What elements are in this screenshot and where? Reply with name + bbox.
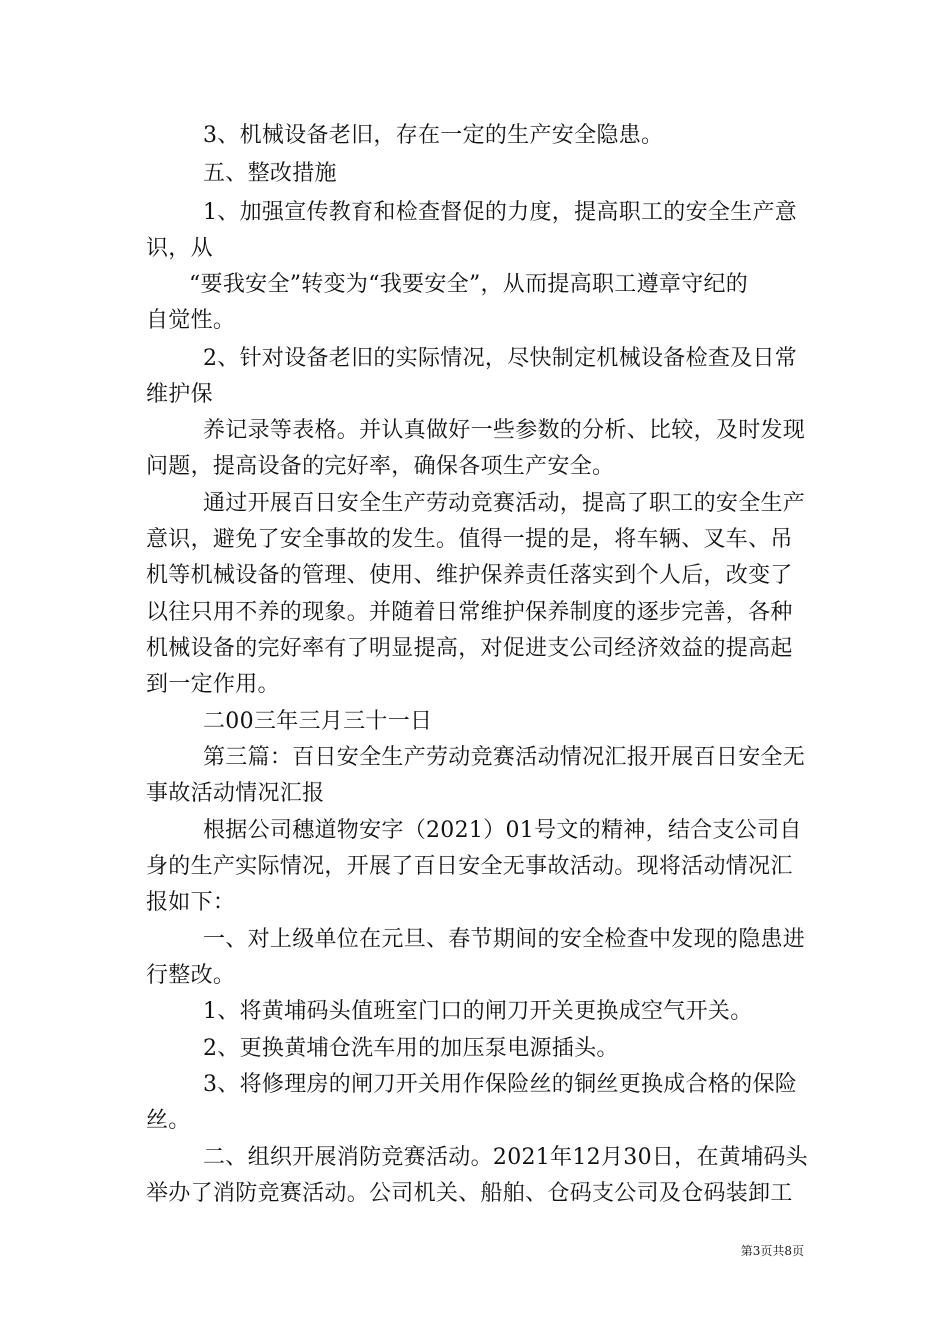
text-line: 二、组织开展消防竞赛活动。2021年12月30日，在黄埔码头	[203, 1145, 808, 1170]
text-line: 识，从	[146, 236, 213, 261]
text-line: 2、更换黄埔仓洗车用的加压泵电源插头。	[203, 1036, 619, 1061]
text-line: 身的生产实际情况，开展了百日安全无事故活动。现将活动情况汇	[146, 854, 793, 879]
text-line: 行整改。	[146, 963, 236, 988]
text-line: 举办了消防竞赛活动。公司机关、船舶、仓码支公司及仓码装卸工	[146, 1181, 793, 1206]
text-line: 通过开展百日安全生产劳动竞赛活动，提高了职工的安全生产	[203, 491, 806, 516]
text-line: 根据公司穗道物安字（2021）01号文的精神，结合支公司自	[203, 818, 802, 843]
section-heading: 五、整改措施	[203, 161, 337, 186]
text-line: 到一定作用。	[146, 672, 280, 697]
section-heading: 事故活动情况汇报	[146, 781, 325, 806]
text-line: 3、将修理房的闸刀开关用作保险丝的铜丝更换成合格的保险	[203, 1072, 798, 1097]
text-line: 养记录等表格。并认真做好一些参数的分析、比较，及时发现	[203, 418, 806, 443]
date-line: 二00三年三月三十一日	[203, 709, 433, 734]
text-line: 意识，避免了安全事故的发生。值得一提的是，将车辆、叉车、吊	[146, 527, 793, 552]
page-number: 第3页共8页	[740, 1244, 804, 1258]
text-line: 3、机械设备老旧，存在一定的生产安全隐患。	[203, 123, 664, 148]
text-line: 1、加强宣传教育和检查督促的力度，提高职工的安全生产意	[203, 200, 798, 225]
text-line: 机等机械设备的管理、使用、维护保养责任落实到个人后，改变了	[146, 563, 793, 588]
text-line: 以往只用不养的现象。并随着日常维护保养制度的逐步完善，各种	[146, 600, 793, 625]
text-line: 丝。	[146, 1108, 191, 1133]
text-line: 问题，提高设备的完好率，确保各项生产安全。	[146, 454, 615, 479]
text-line: 2、针对设备老旧的实际情况，尽快制定机械设备检查及日常	[203, 346, 798, 371]
text-line: 1、将黄埔码头值班室门口的闸刀开关更换成空气开关。	[203, 999, 753, 1024]
text-line: 报如下：	[146, 890, 236, 915]
section-heading: 第三篇：百日安全生产劳动竞赛活动情况汇报开展百日安全无	[203, 745, 806, 770]
text-line: 自觉性。	[146, 308, 236, 333]
text-line: 维护保	[146, 382, 213, 407]
text-line: 机械设备的完好率有了明显提高，对促进支公司经济效益的提高起	[146, 636, 793, 661]
text-line: 一、对上级单位在元旦、春节期间的安全检查中发现的隐患进	[203, 927, 806, 952]
text-line: “要我安全”转变为“我要安全”，从而提高职工遵章守纪的	[189, 272, 749, 297]
